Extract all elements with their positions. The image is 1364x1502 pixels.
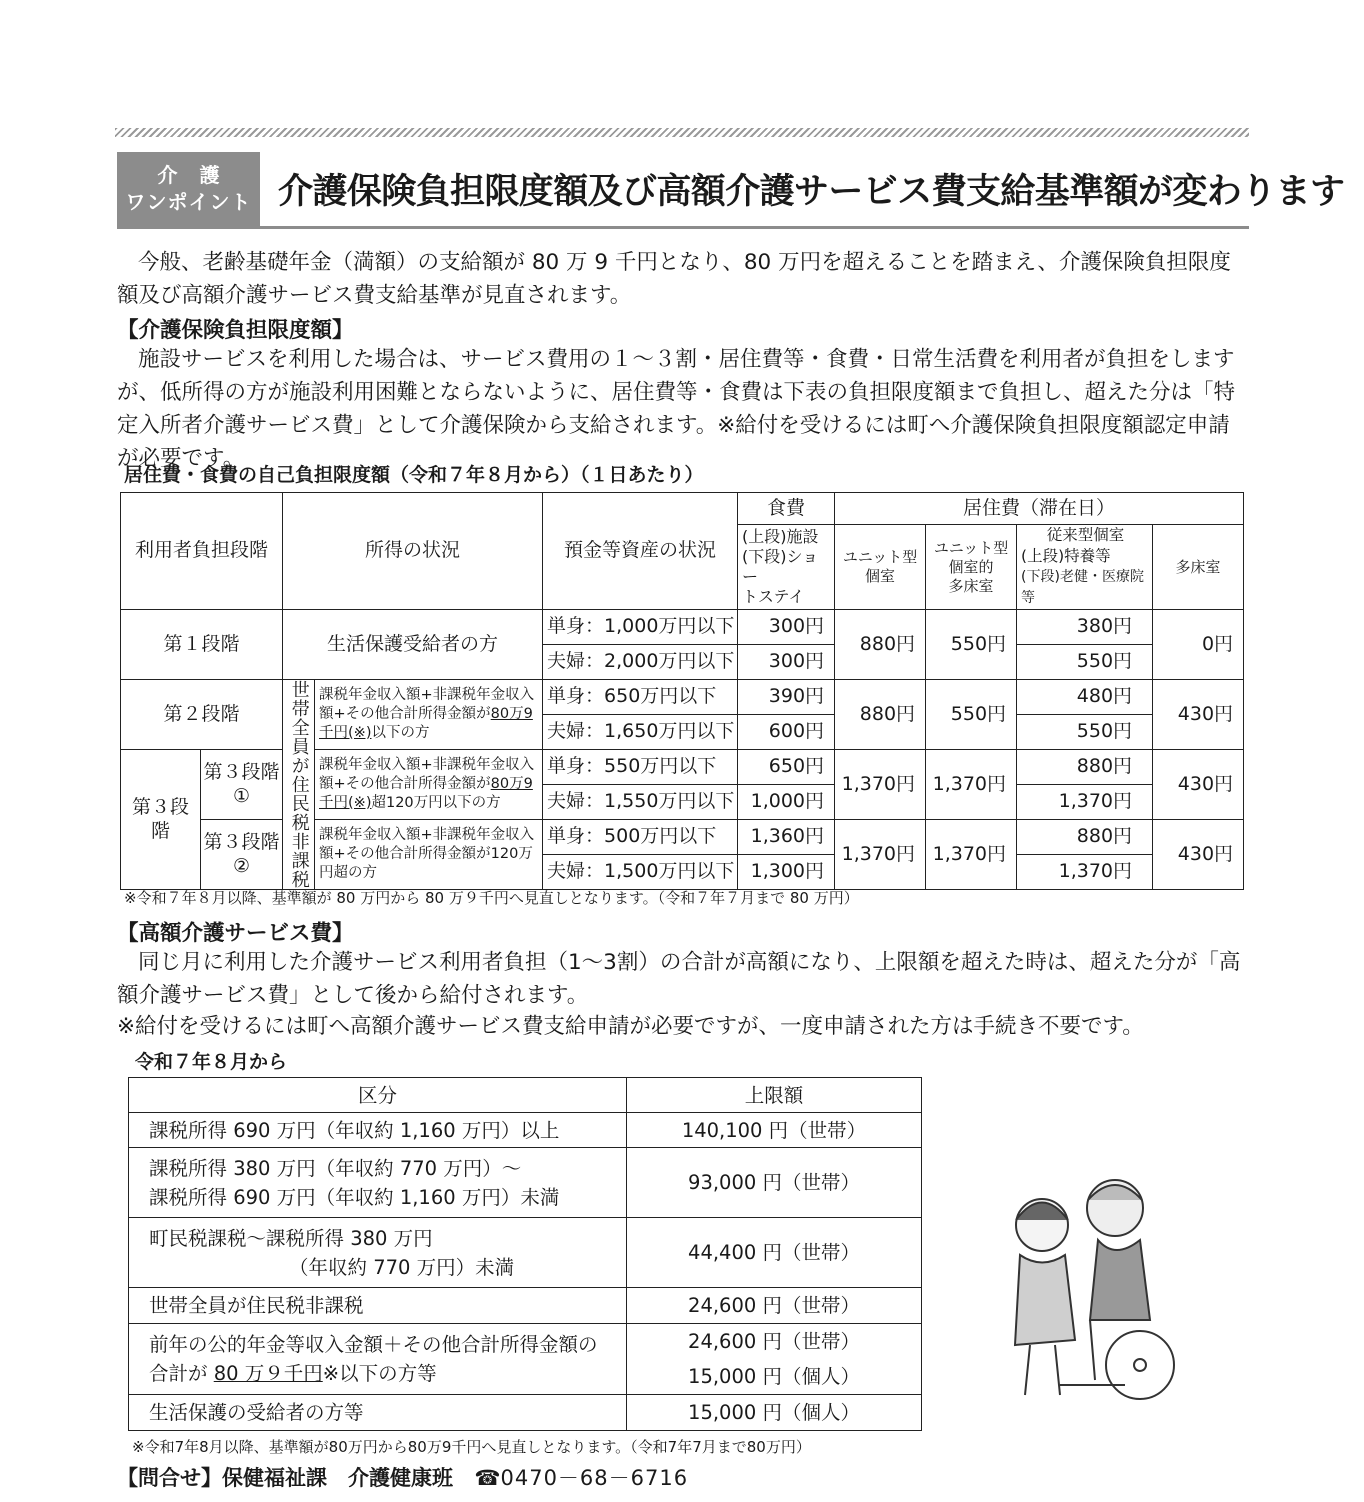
stage1-income: 生活保護受給者の方 [283, 610, 543, 680]
row5-category [129, 1324, 627, 1395]
header-multi: 多床室 [1153, 525, 1244, 610]
stage3-2-food-lower: 1,300円 [738, 855, 835, 890]
header-food: 食費 [738, 493, 835, 525]
stage3-1-unit-semi: 1,370円 [926, 750, 1017, 820]
stage3-1-asset-single: 単身：550万円以下 [543, 750, 738, 785]
row1-category: 課税所得 690 万円（年収約 1,160 万円）以上 [129, 1113, 627, 1148]
stage2-income-suffix: 以下の方 [371, 725, 430, 741]
stage3-1-income-suffix: 超120万円以下の方 [371, 795, 501, 811]
header-unit-semi-2: 個室的 [948, 557, 994, 576]
stage2-income-threshold: 80万9千円(※) [319, 706, 533, 741]
header-income: 所得の状況 [283, 493, 543, 610]
stage3-2-multi: 430円 [1153, 820, 1244, 890]
header-unit-private-2: 個室 [865, 567, 896, 585]
stage2-asset-couple: 夫婦：1,650万円以下 [543, 715, 738, 750]
stage2-income-text: 課税年金収入額+非課税年金収入額+その他合計所得金額が [319, 687, 535, 722]
stage1-conv-upper: 380円 [1017, 610, 1153, 645]
stage1-multi: 0円 [1153, 610, 1244, 680]
intro-paragraph: 今般、老齢基礎年金（満額）の支給額が 80 万 9 千円となり、80 万円を超えることを踏まえ、介護保険負担限度額及び高額介護サービス費支給基準が見直されます。 [117, 250, 1231, 308]
row6-limit: 15,000 円（個人） [627, 1395, 922, 1431]
header-unit-private-1: ユニット型 [842, 548, 918, 566]
header-assets: 預金等資産の状況 [543, 493, 738, 610]
section1-paragraph: 施設サービスを利用した場合は、サービス費用の１～３割・居住費等・食費・日常生活費を利用者が負担をしますが、低所得の方が施設利用困難とならないように、居住費等・食費は下表の負担限度額まで負担し、超えた分は「特定入所者介護サービス費」として介護保険から支給されます。※給付を受けるには町へ介護保険負担限度額認定申請が必要です。 [117, 347, 1236, 471]
row4-limit: 24,600 円（世帯） [627, 1288, 922, 1324]
stage2-asset-single: 単身：650万円以下 [543, 680, 738, 715]
header-stay: 居住費（滞在日） [835, 493, 1244, 525]
stage2-food-lower: 600円 [738, 715, 835, 750]
stage1-food-upper: 300円 [738, 610, 835, 645]
row5-limit-individual: 15,000 円（個人） [688, 1365, 860, 1388]
decorative-stripe [115, 128, 1249, 137]
stage2-label: 第２段階 [121, 680, 283, 750]
stage3-1-conv-lower: 1,370円 [1017, 785, 1153, 820]
stage3-2-conv-lower: 1,370円 [1017, 855, 1153, 890]
row2-category-line1: 課税所得 380 万円（年収約 770 万円）～ [149, 1156, 522, 1180]
stage1-label: 第１段階 [121, 610, 283, 680]
page-title: 介護保険負担限度額及び高額介護サービス費支給基準額が変わります [278, 172, 1345, 212]
section1-heading: 【介護保険負担限度額】 [117, 318, 354, 343]
stage3-1-income-text: 課税年金収入額+非課税年金収入額+その他合計所得金額が [319, 757, 535, 792]
category-tag [117, 152, 260, 226]
table2-caption: 令和７年８月から [135, 1051, 288, 1073]
stage1-unit-semi: 550円 [926, 610, 1017, 680]
stage2-unit-semi: 550円 [926, 680, 1017, 750]
stage1-unit-private: 880円 [835, 610, 926, 680]
stage3-2-unit-private: 1,370円 [835, 820, 926, 890]
row6-category: 生活保護の受給者の方等 [129, 1395, 627, 1431]
row2-category [129, 1148, 627, 1218]
header-food-sub-2: (下段)ショー [742, 547, 819, 586]
household-nontaxable-note: 世帯全員が住民税非課税 [283, 680, 315, 890]
stage3-2-asset-single: 単身：500万円以下 [543, 820, 738, 855]
row3-category [129, 1218, 627, 1288]
stage3-1-food-upper: 650円 [738, 750, 835, 785]
stage3-1-unit-private: 1,370円 [835, 750, 926, 820]
header-conv-2: (上段)特養等 [1021, 547, 1111, 565]
header-stage: 利用者負担段階 [121, 493, 283, 610]
phone-icon: ☎ [474, 1466, 501, 1490]
stage2-conv-lower: 550円 [1017, 715, 1153, 750]
table1-footnote: ※令和７年８月以降、基準額が 80 万円から 80 万９千円へ見直しとなります。（令和７年７月まで 80 万円） [124, 889, 859, 907]
section2-paragraph: 同じ月に利用した介護サービス利用者負担（1～3割）の合計が高額になり、上限額を超えた時は、超えた分が「高額介護サービス費」として後から給付されます。 [117, 950, 1241, 1008]
header-food-sub-3: トステイ [742, 587, 805, 606]
row5-category-line1: 前年の公的年金等収入金額＋その他合計所得金額の [149, 1333, 598, 1356]
header-unit-semi-1: ユニット型 [933, 538, 1009, 557]
stage3-2-food-upper: 1,360円 [738, 820, 835, 855]
header-conv-3: (下段)老健・医療院等 [1021, 569, 1144, 606]
stage2-food-upper: 390円 [738, 680, 835, 715]
stage1-conv-lower: 550円 [1017, 645, 1153, 680]
stage3-1-label: 第３段階① [201, 750, 283, 820]
header-conventional [1017, 525, 1153, 610]
header-unit-semi [926, 525, 1017, 610]
row5-category-threshold: 80 万９千円 [213, 1362, 323, 1385]
stage3-2-label: 第３段階② [201, 820, 283, 890]
table1-caption: 居住費・食費の自己負担限度額（令和７年８月から）（１日あたり） [124, 464, 704, 486]
table2-footnote: ※令和7年8月以降、基準額が80万円から80万9千円へ見直しとなります。（令和7年7月まで80万円） [132, 1438, 811, 1456]
row1-limit: 140,100 円（世帯） [627, 1113, 922, 1148]
row4-category: 世帯全員が住民税非課税 [129, 1288, 627, 1324]
row5-limit-household: 24,600 円（世帯） [688, 1330, 860, 1353]
row3-category-line1: 町民税課税～課税所得 380 万円 [149, 1226, 433, 1250]
stage3-2-asset-couple: 夫婦：1,500万円以下 [543, 855, 738, 890]
stage1-food-lower: 300円 [738, 645, 835, 680]
stage3-1-food-lower: 1,000円 [738, 785, 835, 820]
stage2-conv-upper: 480円 [1017, 680, 1153, 715]
header-category: 区分 [129, 1078, 627, 1113]
stage3-2-income: 課税年金収入額+非課税年金収入額+その他合計所得金額が120万円超の方 [315, 820, 543, 890]
row3-category-line2: （年収約 770 万円）未満 [289, 1255, 515, 1279]
stage3-1-income-threshold: 80万9千円(※) [319, 776, 533, 811]
stage1-asset-couple: 夫婦：2,000万円以下 [543, 645, 738, 680]
header-food-sub [738, 525, 835, 610]
section2-heading: 【高額介護サービス費】 [117, 921, 354, 946]
stage1-asset-single: 単身：1,000万円以下 [543, 610, 738, 645]
section2-notice: ※給付を受けるには町へ高額介護サービス費支給申請が必要ですが、一度申請された方は手続き不要です。 [117, 1014, 1144, 1039]
header-conv-1: 従来型個室 [1046, 526, 1125, 544]
stage3-1-asset-couple: 夫婦：1,550万円以下 [543, 785, 738, 820]
high-cost-table [128, 1077, 922, 1431]
stage2-unit-private: 880円 [835, 680, 926, 750]
row5-category-suffix: ※以下の方等 [322, 1362, 437, 1385]
contact-label: 【問合せ】保健福祉課 介護健康班 [117, 1466, 453, 1490]
limit-table [120, 492, 1244, 890]
stage3-label: 第３段階 [121, 750, 201, 890]
header-limit: 上限額 [627, 1078, 922, 1113]
tag-line1: 介護 [157, 163, 242, 187]
row5-category-prefix: 合計が [149, 1362, 208, 1385]
header-food-sub-1: (上段)施設 [742, 527, 819, 546]
header-unit-private [835, 525, 926, 610]
row2-limit: 93,000 円（世帯） [627, 1148, 922, 1218]
header-unit-semi-3: 多床室 [948, 576, 994, 595]
stage2-income [315, 680, 543, 750]
stage3-1-income [315, 750, 543, 820]
phone-number[interactable]: 0470－68－6716 [500, 1466, 689, 1490]
caregiver-illustration [1000, 1170, 1180, 1410]
row3-limit: 44,400 円（世帯） [627, 1218, 922, 1288]
contact-info [117, 1462, 688, 1492]
stage2-multi: 430円 [1153, 680, 1244, 750]
stage3-1-multi: 430円 [1153, 750, 1244, 820]
row5-category-line2 [149, 1359, 606, 1388]
stage3-1-conv-upper: 880円 [1017, 750, 1153, 785]
title-underline [117, 226, 1249, 229]
tag-line2: ワンポイント [125, 190, 252, 214]
stage3-2-conv-upper: 880円 [1017, 820, 1153, 855]
row5-limit [627, 1324, 922, 1395]
row2-category-line2: 課税所得 690 万円（年収約 1,160 万円）未満 [149, 1185, 560, 1209]
stage3-2-unit-semi: 1,370円 [926, 820, 1017, 890]
